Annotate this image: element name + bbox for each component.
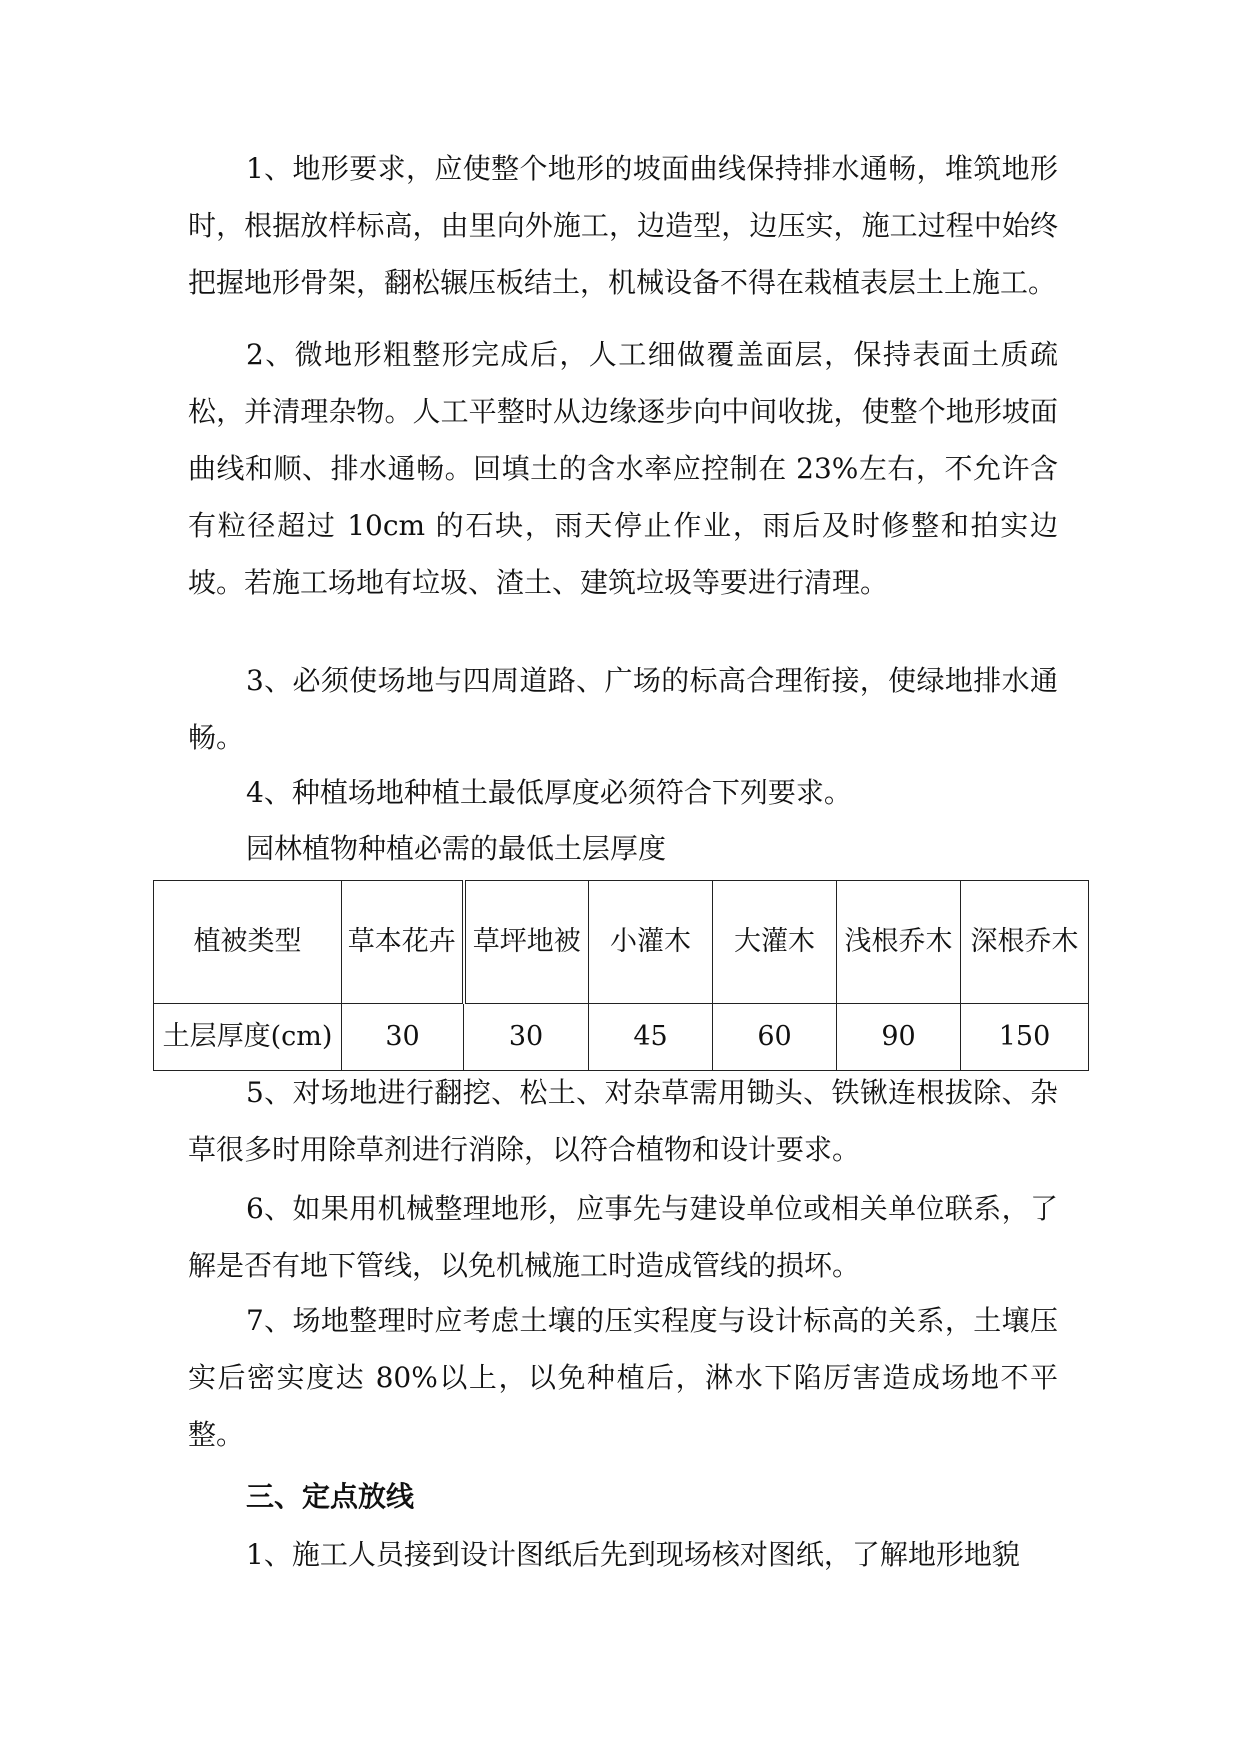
table-cell: 60 [713, 1004, 837, 1071]
paragraph-2: 2、微地形粗整形完成后，人工细做覆盖面层，保持表面土质疏松，并清理杂物。人工平整时从边缘逐步向中间收拢，使整个地形坡面曲线和顺、排水通畅。回填土的含水率应控制在 23%左右，不允许含有粒径超过 10cm 的石块，雨天停止作业，雨后及时修整和拍实边坡。若施工场地有垃圾、渣土、建筑垃圾等要进行清理。 [188, 338, 1058, 599]
section-heading: 三、定点放线 [246, 1480, 415, 1513]
table-cell: 30 [342, 1004, 464, 1071]
table-cell: 30 [464, 1004, 589, 1071]
table-caption: 园林植物种植必需的最低土层厚度 [246, 832, 667, 865]
paragraph-last: 1、施工人员接到设计图纸后先到现场核对图纸，了解地形地貌 [246, 1538, 1020, 1571]
table-cell: 150 [961, 1004, 1089, 1071]
table-cell: 土层厚度(cm) [154, 1004, 342, 1071]
table-row [154, 1004, 1089, 1071]
paragraph-1: 1、地形要求，应使整个地形的坡面曲线保持排水通畅，堆筑地形时，根据放样标高，由里向外施工，边造型，边压实，施工过程中始终把握地形骨架，翻松辗压板结土，机械设备不得在栽植表层土上施工。 [188, 152, 1058, 299]
table-header-cell: 小灌木 [589, 881, 713, 1004]
paragraph-3: 3、必须使场地与四周道路、广场的标高合理衔接，使绿地排水通畅。 [188, 664, 1058, 754]
table-cell: 45 [589, 1004, 713, 1071]
table-header-row [154, 881, 1089, 1004]
table-header-cell: 草坪地被 [464, 881, 589, 1004]
paragraph-4: 4、种植场地种植土最低厚度必须符合下列要求。 [246, 776, 852, 809]
table-header-cell: 植被类型 [154, 881, 342, 1004]
table-header-cell: 深根乔木 [961, 881, 1089, 1004]
table-cell: 90 [837, 1004, 961, 1071]
table-header-cell: 浅根乔木 [837, 881, 961, 1004]
soil-thickness-table [153, 880, 1089, 1071]
table-header-cell: 大灌木 [713, 881, 837, 1004]
paragraph-7: 7、场地整理时应考虑土壤的压实程度与设计标高的关系，土壤压实后密实度达 80%以上，以免种植后，淋水下陷厉害造成场地不平整。 [188, 1304, 1058, 1451]
table-header-cell: 草本花卉 [342, 881, 464, 1004]
paragraph-6: 6、如果用机械整理地形，应事先与建设单位或相关单位联系，了解是否有地下管线，以免机械施工时造成管线的损坏。 [188, 1192, 1058, 1282]
paragraph-5: 5、对场地进行翻挖、松土、对杂草需用锄头、铁锹连根拔除、杂草很多时用除草剂进行消除，以符合植物和设计要求。 [188, 1076, 1058, 1166]
